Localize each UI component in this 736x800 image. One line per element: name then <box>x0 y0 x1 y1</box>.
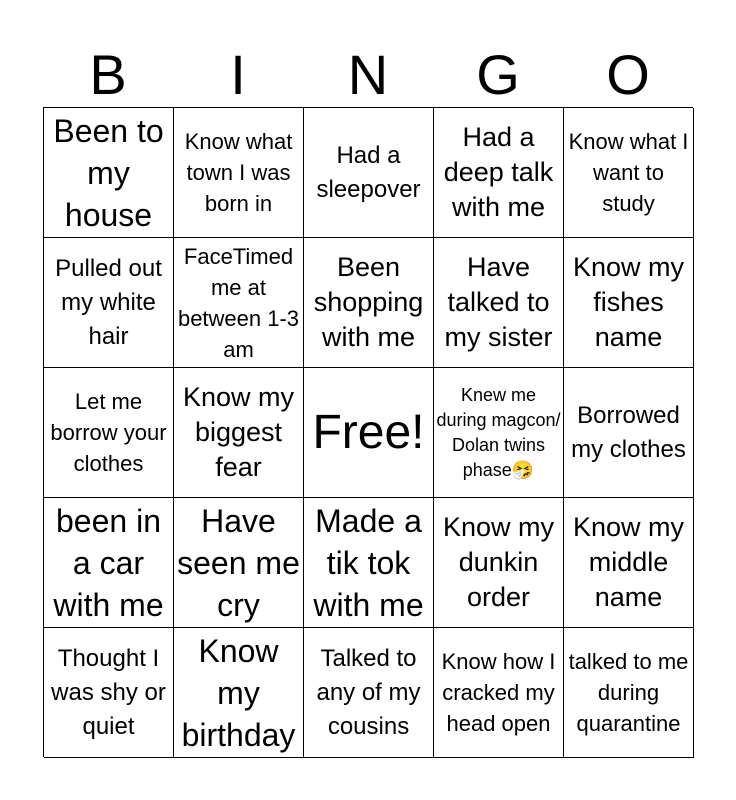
cell-text: Made a tik tok with me <box>313 502 424 623</box>
cell-text: Talked to any of my cousins <box>316 644 421 740</box>
bingo-cell-r5c1[interactable] <box>44 628 174 758</box>
cell-text: Know what town I was born in <box>184 129 293 216</box>
bingo-cell-r5c5[interactable] <box>564 628 694 758</box>
cell-text: Borrowed my clothes <box>571 401 686 463</box>
cell-text: Know my dunkin order <box>442 512 555 612</box>
header-letter-o: O <box>606 43 650 106</box>
bingo-cell-r3c1[interactable] <box>44 368 174 498</box>
bingo-cell-r1c5[interactable] <box>564 108 694 238</box>
bingo-cell-r1c2[interactable] <box>174 108 304 238</box>
cell-text: Had a deep talk with me <box>443 122 554 222</box>
cell-text: Know my fishes name <box>572 252 685 352</box>
header-letter-b: B <box>89 43 127 106</box>
bingo-cell-r2c3[interactable] <box>304 238 434 368</box>
bingo-cell-r2c4[interactable] <box>434 238 564 368</box>
bingo-cell-r4c2[interactable] <box>174 498 304 628</box>
cell-text: Know my birthday <box>181 632 296 753</box>
cell-text: Know how I cracked my head open <box>441 649 556 736</box>
header-letter-g: G <box>476 43 520 106</box>
bingo-board <box>43 107 693 757</box>
cell-text: Knew me during magcon/ Dolan twins phase🤧 <box>436 384 561 480</box>
bingo-header <box>43 44 693 106</box>
cell-text: Have seen me cry <box>177 502 300 623</box>
cell-text: talked to me during quarantine <box>568 649 689 736</box>
cell-text: Had a sleepover <box>316 141 421 203</box>
cell-text: Thought I was shy or quiet <box>51 644 166 740</box>
bingo-cell-r4c3[interactable] <box>304 498 434 628</box>
cell-text: Let me borrow your clothes <box>50 389 167 476</box>
bingo-cell-free[interactable] <box>304 368 434 498</box>
bingo-cell-r2c2[interactable] <box>174 238 304 368</box>
bingo-cell-r1c4[interactable] <box>434 108 564 238</box>
bingo-cell-r5c4[interactable] <box>434 628 564 758</box>
bingo-cell-r1c3[interactable] <box>304 108 434 238</box>
bingo-cell-r2c5[interactable] <box>564 238 694 368</box>
bingo-cell-r5c2[interactable] <box>174 628 304 758</box>
bingo-cell-r4c5[interactable] <box>564 498 694 628</box>
cell-text: been in a car with me <box>53 502 164 623</box>
cell-text: Been shopping with me <box>313 252 424 352</box>
cell-text: Know what I want to study <box>568 129 689 216</box>
cell-text: Know my biggest fear <box>182 382 295 482</box>
bingo-cell-r3c4[interactable] <box>434 368 564 498</box>
cell-text: Have talked to my sister <box>444 252 553 352</box>
bingo-cell-r4c4[interactable] <box>434 498 564 628</box>
cell-text: Know my middle name <box>572 512 685 612</box>
cell-text: FaceTimed me at between 1-3 am <box>177 243 300 362</box>
free-space-text: Free! <box>312 405 425 459</box>
bingo-cell-r3c2[interactable] <box>174 368 304 498</box>
cell-text: Pulled out my white hair <box>55 254 162 350</box>
header-letter-n: N <box>347 43 389 106</box>
bingo-cell-r3c5[interactable] <box>564 368 694 498</box>
bingo-cell-r4c1[interactable] <box>44 498 174 628</box>
header-letter-i: I <box>230 43 246 106</box>
bingo-cell-r5c3[interactable] <box>304 628 434 758</box>
bingo-cell-r2c1[interactable] <box>44 238 174 368</box>
cell-text: Been to my house <box>53 112 164 233</box>
bingo-cell-r1c1[interactable] <box>44 108 174 238</box>
